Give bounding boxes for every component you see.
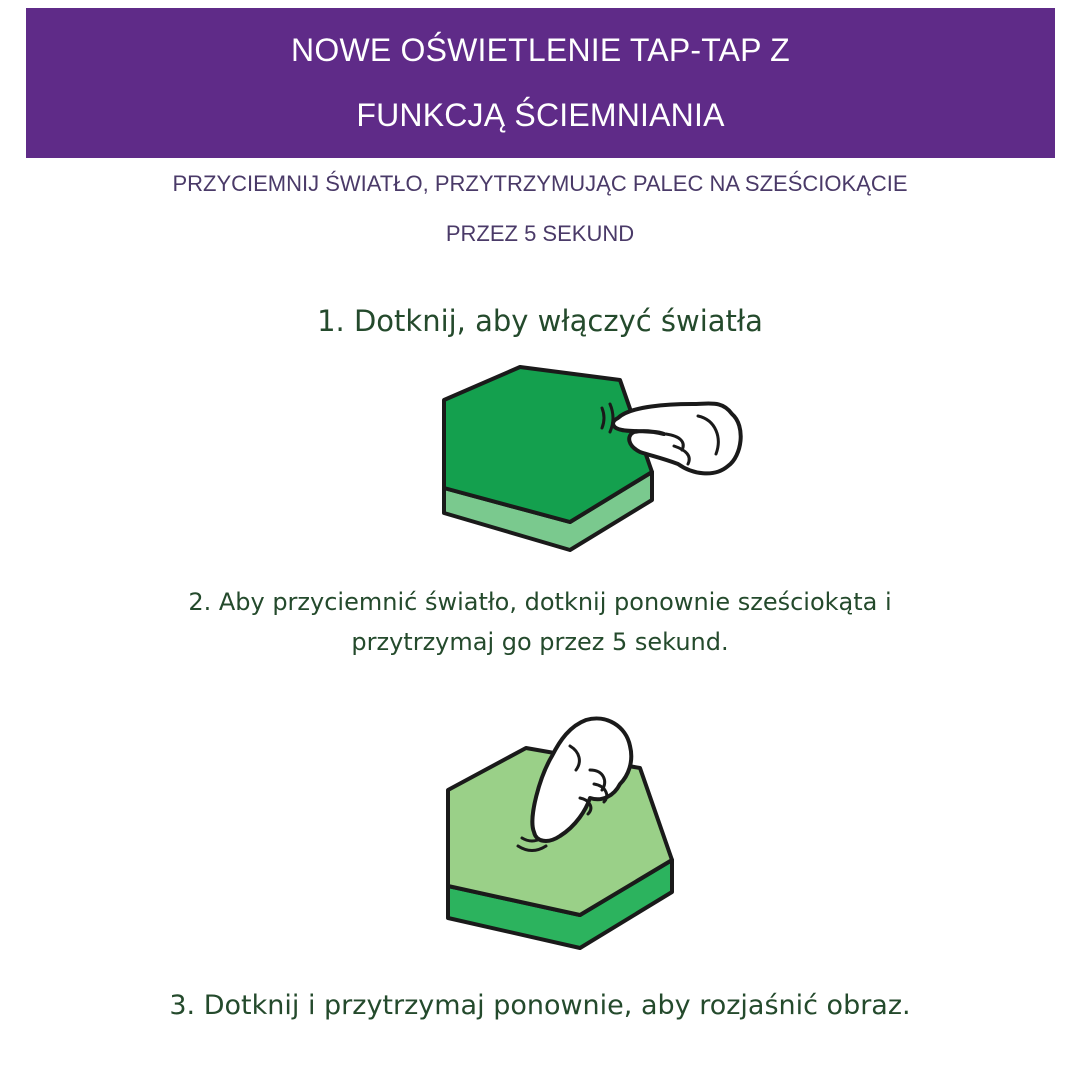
step-2-text-line-2: przytrzymaj go przez 5 sekund. <box>351 628 729 656</box>
step-1-text: 1. Dotknij, aby włączyć światła <box>317 304 763 338</box>
header-banner <box>26 8 1055 158</box>
step-2-text-line-1: 2. Aby przyciemnić światło, dotknij ponownie sześciokąta i <box>188 588 892 616</box>
step-3-text: 3. Dotknij i przytrzymaj ponownie, aby rozjaśnić obraz. <box>169 990 911 1021</box>
header-title-line-1: NOWE OŚWIETLENIE TAP-TAP Z <box>291 32 790 68</box>
hexagon-light-on-icon <box>430 360 760 560</box>
hexagon-light-dimmed-icon <box>430 710 690 960</box>
header-title-line-2: FUNKCJĄ ŚCIEMNIANIA <box>356 97 725 133</box>
subtitle-line-1: PRZYCIEMNIJ ŚWIATŁO, PRZYTRZYMUJĄC PALEC NA SZEŚCIOKĄCIE <box>172 171 908 196</box>
subtitle-line-2: PRZEZ 5 SEKUND <box>445 221 635 246</box>
